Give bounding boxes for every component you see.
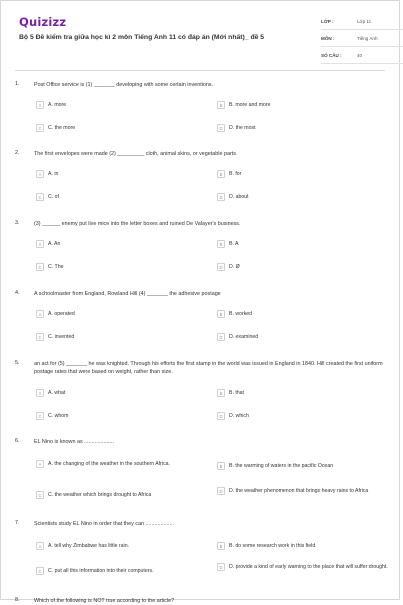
option-text: D. the most xyxy=(229,124,256,131)
meta-value: Lớp 11 xyxy=(357,18,372,24)
option-letter-box: A xyxy=(36,460,44,468)
worksheet-title: Bộ 5 Đề kiểm tra giữa học kì 2 môn Tiếng Anh 11 có đáp án (Mới nhất)_ đề 5 xyxy=(19,34,265,41)
option-c[interactable] xyxy=(36,193,206,201)
option-text: A. what xyxy=(48,389,66,396)
option-a[interactable] xyxy=(36,542,206,550)
option-letter-box: D xyxy=(217,563,225,571)
question-number: 1. xyxy=(15,81,20,87)
option-letter-box: B xyxy=(217,310,225,318)
option-letter-box: A xyxy=(36,170,44,178)
option-b[interactable] xyxy=(217,389,395,397)
option-letter-box: C xyxy=(36,124,44,132)
option-letter-box: D xyxy=(217,193,225,201)
option-a[interactable] xyxy=(36,240,206,248)
option-a[interactable] xyxy=(36,389,206,397)
option-text: D. provide a kind of early warning to the place that will suffer drought. xyxy=(229,563,388,570)
question-text: Post Office service is (1) _______ developing with some certain inventions. xyxy=(34,82,214,88)
option-c[interactable] xyxy=(36,263,206,271)
meta-row-class xyxy=(321,13,403,30)
option-letter-box: A xyxy=(36,240,44,248)
option-letter-box: B xyxy=(217,240,225,248)
option-b[interactable] xyxy=(217,240,395,248)
option-letter-box: A xyxy=(36,389,44,397)
option-a[interactable] xyxy=(36,310,206,318)
option-text: D. the weather phenomenon that brings heavy rains to Africa xyxy=(229,487,369,494)
worksheet-meta xyxy=(321,13,403,64)
option-d[interactable] xyxy=(217,124,395,132)
meta-value: Tiếng Anh xyxy=(357,35,378,41)
option-text: A. tell why Zimbabwe has little rain. xyxy=(48,542,130,549)
option-letter-box: C xyxy=(36,567,44,575)
option-text: B. more and more xyxy=(229,101,271,108)
option-text: C. whom xyxy=(48,412,69,419)
option-text: A. the changing of the weather in the southern Africa. xyxy=(48,460,170,467)
option-letter-box: B xyxy=(217,389,225,397)
option-letter-box: B xyxy=(217,170,225,178)
option-d[interactable] xyxy=(217,263,395,271)
option-text: A. operated xyxy=(48,310,75,317)
option-letter-box: D xyxy=(217,487,225,495)
meta-value: 40 xyxy=(357,52,363,58)
option-text: A. An xyxy=(48,240,61,247)
option-text: C. put all this information into their computers. xyxy=(48,567,154,574)
option-b[interactable] xyxy=(217,462,395,470)
quizizz-logo: Quizizz xyxy=(19,15,67,29)
option-b[interactable] xyxy=(217,542,395,550)
question-number: 6. xyxy=(15,438,20,444)
question-number: 4. xyxy=(15,290,20,296)
option-text: D. about xyxy=(229,193,249,200)
option-b[interactable] xyxy=(217,170,395,178)
option-letter-box: C xyxy=(36,193,44,201)
option-text: D. examined xyxy=(229,333,259,340)
question-text: Scientists study EL Nino in order that they can ................... xyxy=(34,521,175,527)
option-letter-box: A xyxy=(36,101,44,109)
option-letter-box: D xyxy=(217,333,225,341)
option-c[interactable] xyxy=(36,333,206,341)
option-letter-box: C xyxy=(36,412,44,420)
option-text: C. the weather which brings drought to Africa xyxy=(48,491,152,498)
option-d[interactable] xyxy=(217,487,395,495)
option-letter-box: D xyxy=(217,263,225,271)
option-d[interactable] xyxy=(217,412,395,420)
option-text: A. more xyxy=(48,101,67,108)
option-b[interactable] xyxy=(217,101,395,109)
option-d[interactable] xyxy=(217,333,395,341)
meta-key: MÔN : xyxy=(321,35,335,41)
option-text: C. invented xyxy=(48,333,75,340)
option-letter-box: A xyxy=(36,310,44,318)
option-c[interactable] xyxy=(36,124,206,132)
header-divider xyxy=(15,70,385,71)
question-number: 5. xyxy=(15,360,20,366)
option-letter-box: A xyxy=(36,542,44,550)
meta-row-question-count xyxy=(321,47,403,64)
option-text: D. Ø xyxy=(229,263,240,270)
question-number: 8. xyxy=(15,597,20,603)
option-letter-box: B xyxy=(217,542,225,550)
meta-key: LỚP : xyxy=(321,18,334,24)
question-number: 2. xyxy=(15,150,20,156)
option-letter-box: C xyxy=(36,491,44,499)
question-text: (3) ______ enemy put live mice into the letter boxes and ruined De Valayer's business. xyxy=(34,221,241,227)
question-text: an act for (5) _______ he was knighted. Through his efforts the first stamp in the world was issued in England in 1840. Hill created the first uniform postage rates that were based on weight, rather than size. xyxy=(34,361,383,375)
option-text: C. the more xyxy=(48,124,76,131)
option-text: B. A xyxy=(229,240,239,247)
option-a[interactable] xyxy=(36,170,206,178)
question-text: Which of the following is NOT true according to the article? xyxy=(34,598,175,604)
question-text: EL Nino is known as .................... xyxy=(34,439,115,445)
option-text: B. do some research work in this field. xyxy=(229,542,317,549)
option-text: B. for xyxy=(229,170,242,177)
option-text: B. that xyxy=(229,389,244,396)
option-c[interactable] xyxy=(36,412,206,420)
option-a[interactable] xyxy=(36,460,206,468)
option-c[interactable] xyxy=(36,567,206,575)
meta-key: SỐ CÂU : xyxy=(321,52,342,58)
question-text: A schoolmaster from England, Rowland Hill (4) _______ the adhesive postage xyxy=(34,291,221,297)
option-text: B. the warming of waters in the pacific Ocean xyxy=(229,462,334,469)
option-d[interactable] xyxy=(217,563,395,571)
question-number: 3. xyxy=(15,220,20,226)
option-b[interactable] xyxy=(217,310,395,318)
option-letter-box: D xyxy=(217,412,225,420)
option-text: D. which xyxy=(229,412,249,419)
option-letter-box: B xyxy=(217,462,225,470)
option-a[interactable] xyxy=(36,101,206,109)
option-letter-box: C xyxy=(36,263,44,271)
option-d[interactable] xyxy=(217,193,395,201)
option-letter-box: B xyxy=(217,101,225,109)
option-letter-box: D xyxy=(217,124,225,132)
question-text: The first envelopes were made (2) _________ cloth, animal skins, or vegetable parts. xyxy=(34,151,238,157)
option-text: C. of xyxy=(48,193,59,200)
option-text: B. worked xyxy=(229,310,253,317)
option-letter-box: C xyxy=(36,333,44,341)
worksheet-header xyxy=(15,13,389,73)
option-text: C. The xyxy=(48,263,64,270)
option-text: A. in xyxy=(48,170,59,177)
meta-row-subject xyxy=(321,30,403,47)
option-c[interactable] xyxy=(36,491,206,499)
question-number: 7. xyxy=(15,520,20,526)
